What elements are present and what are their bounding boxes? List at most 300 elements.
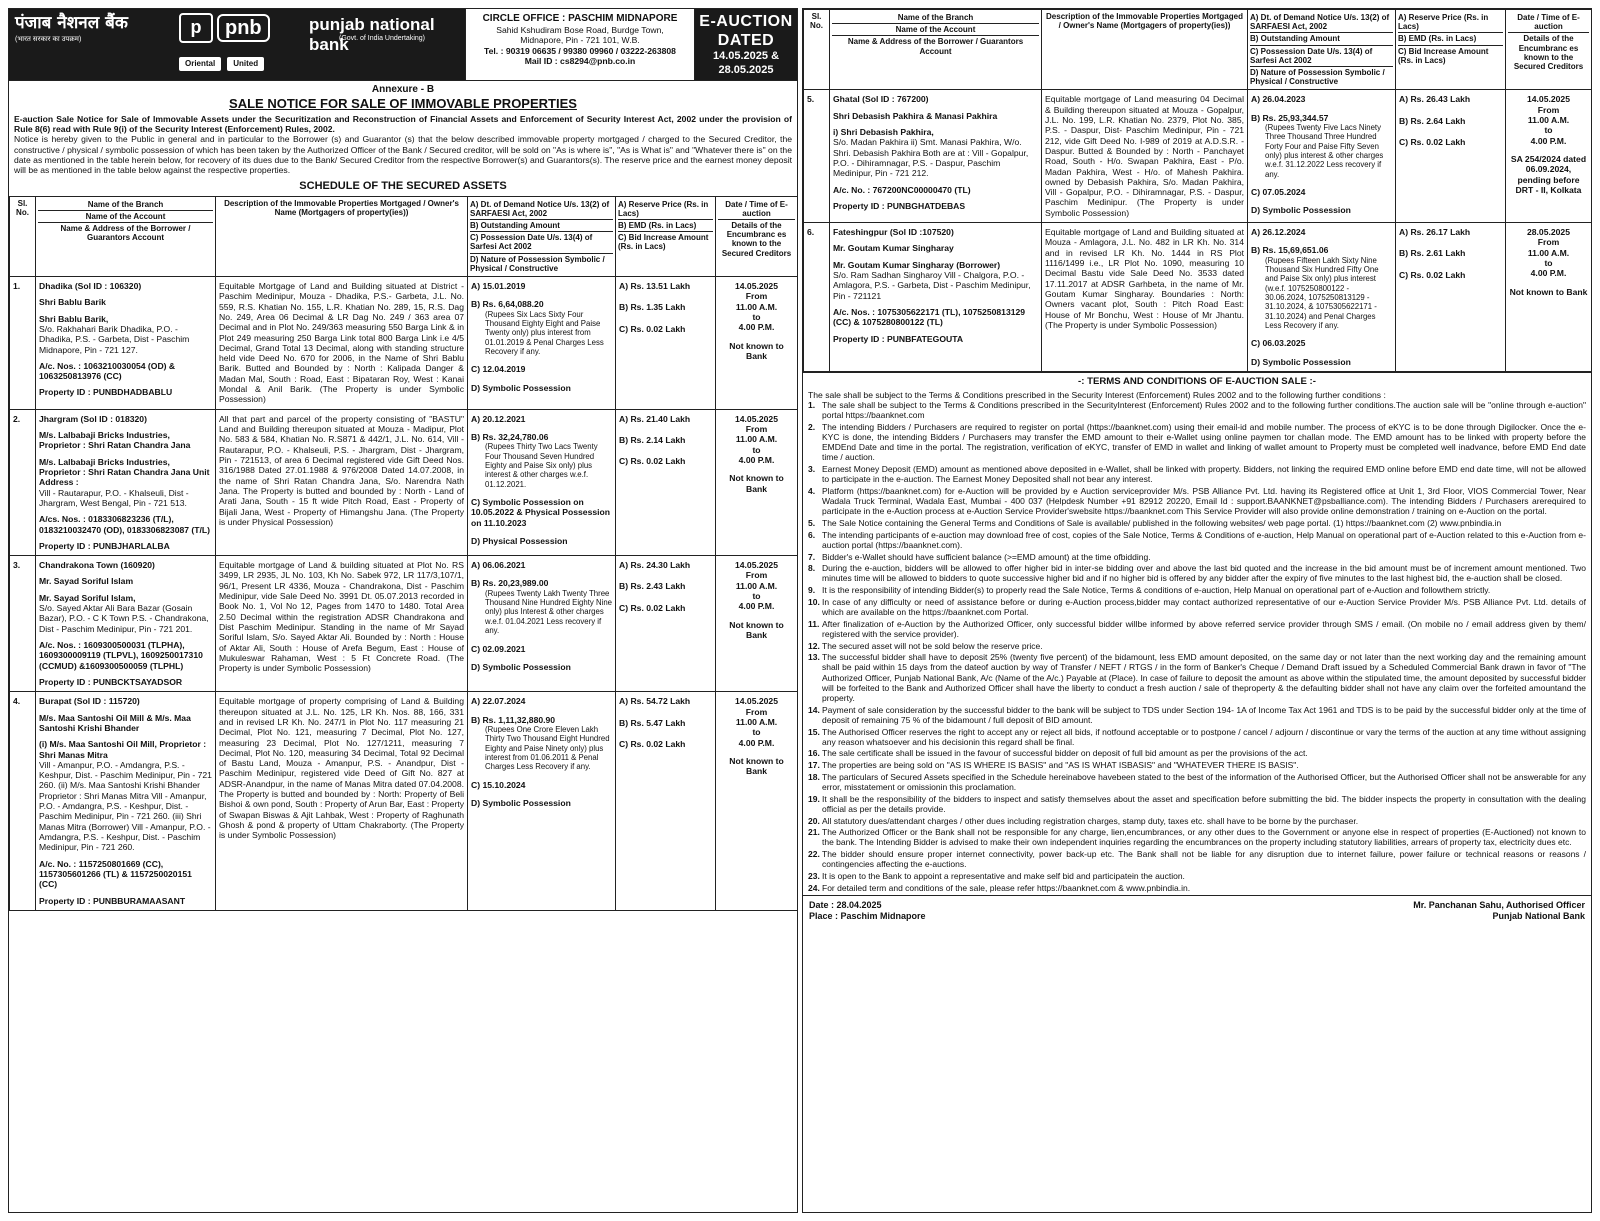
table-header-row bbox=[10, 196, 798, 276]
auction-t2: 4.00 P.M. bbox=[738, 454, 775, 465]
borrower-address: Vill - Rautarapur, P.O. - Khalseuli, Dist - Jhargram, West Bengal, Pin - 721 513. bbox=[39, 487, 189, 508]
term-item bbox=[808, 641, 1586, 651]
auction-date: 14.05.2025 bbox=[734, 280, 778, 291]
borrower-address: S/o. Sayed Aktar Ali Bara Bazar (Gosain Bazar), P.O. - C K Town P.S. - Chandrakona, Dist - Paschim Medinipur, Pin - 721 201. bbox=[39, 603, 209, 634]
encumbrance: SA 254/2024 dated 06.09.2024, pending before DRT - II, Kolkata bbox=[1510, 153, 1587, 195]
term-text: Platform (https://baanknet.com) for e-Auction will be provided by e Auction serviceprovider M/s. PSB Alliance Pvt. Ltd. having its Registered office at Unit 1, 3rd Floor, VIOS Commercial Tower, Near Wadala Truck Terminal, Wadala East, Mumbai - 400 037 (Helpdesk Number +91 82912 20220, Email Id : support.BAANKNET@psballiance.com). The intending Bidders / Purchasers arerequired to participate in the e-Auction process at e-Auction Service Provider'swebsite https://baanknet.com This Service Provider will also provide online demonstration / training on e-Auction on the portal. bbox=[822, 485, 1586, 517]
outstanding-amount: B) Rs. 15,69,651.06 bbox=[1251, 245, 1329, 256]
term-item bbox=[808, 652, 1586, 703]
auction-t2: 4.00 P.M. bbox=[1530, 135, 1567, 146]
possession-nature: D) Symbolic Possession bbox=[1251, 205, 1351, 216]
term-item bbox=[808, 849, 1586, 869]
outstanding-block bbox=[471, 578, 612, 635]
term-number: 24. bbox=[808, 882, 820, 893]
th-res-a: A) Reserve Price (Rs. in Lacs) bbox=[618, 199, 713, 220]
term-number: 10. bbox=[808, 596, 820, 607]
emd-amount: B) Rs. 2.61 Lakh bbox=[1399, 248, 1466, 259]
property-id: Property ID : PUNBDHADBABLU bbox=[39, 387, 173, 398]
asset-sl: 3. bbox=[10, 556, 36, 692]
possession-date: C) 07.05.2024 bbox=[1251, 187, 1306, 197]
term-number: 16. bbox=[808, 748, 820, 759]
emd-amount: B) Rs. 2.43 Lakh bbox=[619, 581, 686, 592]
borrower-name: Mr. Sayad Soriful Islam, bbox=[39, 592, 136, 603]
th-datetime bbox=[1506, 10, 1592, 90]
reserve-price: A) Rs. 21.40 Lakh bbox=[619, 413, 691, 424]
bank-english-name: punjab national bank bbox=[309, 15, 435, 55]
auction-from: From bbox=[1537, 237, 1560, 248]
th-dates bbox=[468, 196, 616, 276]
pnb-logo bbox=[179, 13, 270, 43]
th-dt-2: Details of the Encumbranc es known to the Secured Creditors bbox=[721, 221, 792, 258]
auction-to: to bbox=[1544, 125, 1553, 136]
asset-datetime-cell bbox=[1506, 90, 1592, 223]
th-dates-d: D) Nature of Possession Symbolic / Physical / Constructive bbox=[1250, 67, 1385, 87]
asset-branch-cell bbox=[830, 90, 1042, 223]
term-item bbox=[808, 486, 1586, 517]
possession-date: C) 12.04.2019 bbox=[471, 364, 526, 375]
intro-block bbox=[9, 112, 797, 178]
th-dt-1: Date / Time of E-auction bbox=[718, 199, 795, 220]
asset-branch-cell bbox=[830, 223, 1042, 372]
footer-bank-name: Punjab National Bank bbox=[1492, 910, 1585, 921]
auction-t1: 11.00 A.M. bbox=[1527, 247, 1570, 258]
account-numbers: A/c. Nos. : 1075305622171 (TL), 1075250813129 (CC) & 1075280800122 (TL) bbox=[833, 306, 1026, 328]
auction-date: 28.05.2025 bbox=[1526, 227, 1570, 238]
office-phone: Tel. : 90319 06635 / 99380 09960 / 03222-263808 bbox=[484, 45, 676, 56]
term-number: 3. bbox=[808, 464, 816, 474]
demand-notice-date: A) 26.12.2024 bbox=[1251, 227, 1306, 238]
property-id: Property ID : PUNBBURAMAASANT bbox=[39, 895, 186, 906]
circle-office-block bbox=[465, 9, 695, 80]
branch-name: Ghatal (Sol ID : 767200) bbox=[833, 94, 929, 105]
asset-branch-cell bbox=[36, 692, 216, 911]
asset-dates-cell bbox=[468, 556, 616, 692]
auction-from: From bbox=[745, 570, 768, 581]
asset-dates-cell bbox=[468, 692, 616, 911]
term-item bbox=[808, 816, 1586, 826]
auction-title: E-AUCTION bbox=[699, 13, 793, 30]
account-name: M/s. Maa Santoshi Oil Mill & M/s. Maa Santoshi Krishi Bhander bbox=[39, 712, 191, 733]
auction-t2: 4.00 P.M. bbox=[738, 322, 775, 333]
terms-list bbox=[803, 400, 1591, 893]
th-dates-c: C) Possession Date U/s. 13(4) of Sarfesi Act 2002 bbox=[1250, 46, 1393, 67]
auction-from: From bbox=[745, 706, 768, 717]
asset-datetime-cell bbox=[716, 276, 798, 409]
reserve-price: A) Rs. 26.43 Lakh bbox=[1399, 94, 1471, 105]
account-numbers: A/cs. Nos. : 0183306823236 (T/L), 0183210032470 (OD), 0183306823087 (T/L) bbox=[39, 514, 211, 535]
auction-t1: 11.00 A.M. bbox=[1527, 114, 1570, 125]
th-dates-d: D) Nature of Possession Symbolic / Physical / Constructive bbox=[470, 254, 605, 273]
borrower-address: S/o. Rakhahari Barik Dhadika, P.O. - Dhadika, P.S. - Garbeta, Dist - Paschim Midnapore, Pin - 721 127. bbox=[39, 323, 190, 355]
office-line1: Sahid Kshudiram Bose Road, Burdge Town, bbox=[496, 25, 664, 35]
possession-nature: D) Symbolic Possession bbox=[471, 797, 571, 808]
term-item bbox=[808, 748, 1586, 758]
encumbrance: Not known to Bank bbox=[729, 755, 784, 777]
term-number: 23. bbox=[808, 870, 820, 881]
term-text: After finalization of e-Auction by the Authorized Officer, only successful bidder willbe informed by above referred service provider through SMS / email. (On mobile no / email address given by them/ registered with the service provider). bbox=[822, 618, 1586, 639]
term-number: 11. bbox=[808, 618, 820, 629]
asset-datetime-cell bbox=[716, 692, 798, 911]
bid-increase: C) Rs. 0.02 Lakh bbox=[619, 456, 686, 467]
property-id: Property ID : PUNBFATEGOUTA bbox=[833, 333, 964, 344]
branch-name: Dhadika (Sol ID : 106320) bbox=[39, 280, 142, 291]
account-numbers: A/c. Nos. : 1063210030054 (OD) & 1063250813976 (CC) bbox=[39, 360, 176, 382]
term-number: 5. bbox=[808, 517, 816, 528]
auction-date: 14.05.2025 bbox=[734, 413, 778, 424]
asset-description: Equitable mortgage of Land and Building situated at Mouza - Amlagora, J.L. No. 482 in LR Kh. No. 314 and in revised LR Kh. No. 1444 in RS Plot 1116/1499 i.e., LR Plot No. 1090, measuring 10 Decimal Bastu vide Sale Deed No. 3533 dated 17.11.2017 at ADSR Garhbeta, in the name of Mr. Goutam Kumar Singharay. Boundaries : North: Owners vacant plot, South : Pitch Road East: House of Mr Bonchu, West : House of Mr Jhantu. (The Property is under Symbolic Possession) bbox=[1042, 223, 1248, 372]
th-branch-2: Name of the Account bbox=[832, 24, 1039, 36]
term-number: 22. bbox=[808, 849, 820, 860]
possession-date: C) 02.09.2021 bbox=[471, 643, 526, 654]
asset-sl: 6. bbox=[804, 223, 830, 372]
asset-description: Equitable mortgage of property comprising of Land & Building thereupon situated at J.L. No. 125, LR Kh. Nos. 88, 166, 331 and in revised LR Kh. No. 247/1 in Plot No. 117 measuring 21 Decimal, Plot No. 121, measuring 7 Decimal, Plot No. 127, measuring 23 Decimal, Plot No. 127/1211, measuring 7 Decimal, Plot No. 120, measuring 34 Decimal, Total 92 Decimal of Bastu Land, Mouza - Amanpur, P.S. - Anandpur, Dist - Paschim Medinipur, registered vide Deed of Gift No. 827 at ADSR-Anandpur, in the name of Manas Mitra dated 07.04.2008. The Property is butted and bounded by : North: Property of Beli Bishoi & own pond, South : Property of Arun Bar, East : Property of Swapan Biswas & Ajit Lahbak, West : Property of Raghunath Ghosh & pond & property of Uttam Chakraborty. (The Property is under Symbolic Possession) bbox=[216, 692, 468, 911]
term-number: 18. bbox=[808, 771, 820, 782]
table-header-row bbox=[804, 10, 1592, 90]
term-text: The secured asset will not be sold below the reserve price. bbox=[822, 640, 1043, 651]
branch-name: Jhargram (Sol ID : 018320) bbox=[39, 413, 147, 424]
borrower-name: i) Shri Debasish Pakhira, bbox=[833, 126, 934, 137]
auction-to: to bbox=[752, 444, 761, 455]
bank-english-sub: (Govt. of India Undertaking) bbox=[339, 35, 425, 42]
encumbrance: Not known to Bank bbox=[1509, 286, 1588, 297]
term-item bbox=[808, 552, 1586, 562]
asset-description: All that part and parcel of the property consisting of "BASTU" Land and Building thereupon situated at Mouza - Madipur, Plot No. 583 & 584, Khatian No. R.S871 & 442/1, J.L. No. 614, Vill - Rautarapur, P.O. - Khalseuli, P.S. - Jhargram, Dist - Jhargram, Pin - 721513, of area 6 Decimal registered vide Gift Deed Nos. 316/1988 Dated 27.01.1988 & 976/2008 Dated 14.07.2008, in the name of Shri Ratan Chandra Jana, S/o. Narendra Nath Jana. The Property is butted and bounded by : North - Land of Arati Jana, South - 15 ft wide Pitch Road, East - Property of Bijali Jana, West - Property of Himangshu Jana. (The Property is under Physical Possession) bbox=[216, 409, 468, 555]
th-sl: Sl. No. bbox=[804, 10, 830, 90]
bank-hindi-name: पंजाब नैशनल बैंक bbox=[15, 13, 128, 33]
demand-notice-date: A) 15.01.2019 bbox=[471, 280, 526, 291]
auction-dated: DATED bbox=[717, 32, 775, 50]
left-column bbox=[8, 8, 798, 1213]
term-text: Earnest Money Deposit (EMD) amount as mentioned above deposited in e-Wallet, shall be linked with property. Bidders, not linking the required EMD online before EMD end date time, will not be allowed to participate in the e-auction. The Earnest Money Deposited shall not bear any interest. bbox=[822, 464, 1586, 485]
term-text: The properties are being sold on "AS IS WHERE IS BASIS" and "AS IS WHAT ISBASIS" and "WHATEVER THERE IS BASIS". bbox=[822, 760, 1299, 771]
term-item bbox=[808, 619, 1586, 639]
auction-date: 14.05.2025 bbox=[734, 560, 778, 571]
outstanding-words: (Rupees One Crore Eleven Lakh Thirty Two Thousand Eight Hundred Eighty and Paise Ninety only) plus interest from 01.06.2011 & Penal Charges Less Recovery if any. bbox=[485, 724, 610, 772]
term-text: It is open to the Bank to appoint a representative and make self bid and participatein the auction. bbox=[822, 870, 1185, 881]
th-branch-1: Name of the Branch bbox=[38, 199, 213, 211]
outstanding-amount: B) Rs. 32,24,780.06 bbox=[471, 432, 549, 443]
account-numbers: A/c. No. : 767200NC00000470 (TL) bbox=[833, 184, 971, 195]
terms-intro: The sale shall be subject to the Terms & Conditions prescribed in the Security Interest (Enforcement) Rules 2002 and to the following further conditions : bbox=[808, 389, 1386, 400]
possession-nature: D) Physical Possession bbox=[471, 536, 568, 546]
term-number: 17. bbox=[808, 760, 820, 771]
auction-t2: 4.00 P.M. bbox=[738, 601, 775, 612]
reserve-price: A) Rs. 13.51 Lakh bbox=[619, 280, 691, 291]
borrower-address: S/o. Ram Sadhan Singharoy Vill - Chalgora, P.O. - Amlagora, P.S. - Garbeta, Dist - Paschim Medinipur, Pin - 721121 bbox=[833, 270, 1031, 301]
th-reserve bbox=[1396, 10, 1506, 90]
notice-date: Date : 28.04.2025 bbox=[809, 899, 882, 910]
asset-row bbox=[10, 409, 798, 555]
outstanding-words: (Rupees Twenty Lakh Twenty Three Thousand Nine Hundred Eighty Nine only) plus Interest & other charges w.e.f. 01.04.2021 Less recovery if any. bbox=[485, 588, 612, 636]
asset-row bbox=[10, 556, 798, 692]
account-numbers: A/c. No. : 1157250801669 (CC), 1157305601266 (TL) & 1157250020151 (CC) bbox=[39, 858, 192, 890]
asset-description: Equitable mortgage of Land measuring 04 Decimal & Building thereupon situated at Mouza - Gopalpur, J.L. No. 199, L.R. Khatian No. 2379, Plot No. 385, P.S. - Daspur, Dist- Paschim Medinipur, Pin - 721 212, vide Gift Deed No. I-989 of 2019 at A.D.S.R. - Daspur. Butted & Bounded by : North - Panchayet Road, South - H/o. Swapan Pakhira, East - P/o. Madan Pakhira, West - H/o. of Mahesh Pakhira. owned by Debasish Pakhira, S/o. Madan Pakhira, Vill - Gopalpur, P.O. - Dihiramnagar, P.S. - Daspur, Paschim Medinipur. (The Property is under Symbolic Possession) bbox=[1042, 90, 1248, 223]
demand-notice-date: A) 06.06.2021 bbox=[471, 560, 526, 571]
account-name: Mr. Goutam Kumar Singharay bbox=[833, 243, 954, 254]
possession-nature: D) Symbolic Possession bbox=[471, 382, 571, 393]
th-desc: Description of the Immovable Properties Mortgaged / Owner's Name (Mortgagers of property(ies)) bbox=[216, 196, 468, 276]
notice-place: Place : Paschim Midnapore bbox=[809, 910, 926, 921]
asset-sl: 4. bbox=[10, 692, 36, 911]
term-number: 7. bbox=[808, 551, 816, 562]
emd-amount: B) Rs. 1.35 Lakh bbox=[619, 302, 686, 313]
asset-reserve-cell bbox=[616, 692, 716, 911]
asset-sl: 5. bbox=[804, 90, 830, 223]
outstanding-amount: B) Rs. 6,64,088.20 bbox=[471, 299, 544, 310]
term-text: The successful bidder shall have to deposit 25% (twenty five percent) of the bidamount, less EMD amount deposited, on the same day or not later than the next working day and the remaining amount shall be paid within 15 days from the dateof auction by way of Transfer / NEFT / RTGS / in the form of Banker's Cheque / Demand Draft issued by a Scheduled Commercial Bank drawn in favor of "The Authorized Officer, Punjab National Bank, A/c (Name of the A/c.) Payable at (Place). In case of failure to deposit the amount as above within the stipulated time, the amount deposited by successful bidder will be forfeited to the Bank and Authorized Officer shall have the liberty to conduct a fresh auction / sale of theproperty & the defaulting bidder shall not have any claim over the forfeited amountand the property. bbox=[822, 652, 1586, 703]
term-text: Payment of sale consideration by the successful bidder to the bank will be subject to TDS under Section 194- 1A of Income Tax Act 1961 and TDS is to be paid by the successful bidder only at the time of deposit of remaining 75 % of the bidamount / full deposit of BID amount. bbox=[822, 704, 1586, 725]
borrower-name: Mr. Goutam Kumar Singharay (Borrower) bbox=[833, 259, 1001, 270]
th-dt-2: Details of the Encumbranc es known to the Secured Creditors bbox=[1513, 34, 1584, 71]
th-dates-a: A) Dt. of Demand Notice U/s. 13(2) of SARFAESI Act, 2002 bbox=[1250, 12, 1393, 33]
borrower-name: Shri Bablu Barik, bbox=[39, 313, 109, 324]
term-text: The Sale Notice containing the General Terms and Conditions of Sale is available/ published in the following websites/ web page portal. (1) https://baanknet.com (2) www.pnbindia.in bbox=[822, 517, 1502, 528]
branch-name: Burapat (Sol ID : 115720) bbox=[39, 696, 140, 707]
term-text: It is the responsibility of intending Bidder(s) to properly read the Sale Notice, Terms & conditions of e-auction, Help Manual on operational part of e-Auction and followthem strictly. bbox=[822, 585, 1491, 596]
th-branch-3: Name & Address of the Borrower / Guarantors Account bbox=[847, 37, 1024, 56]
term-text: The intending participants of e-auction may download free of cost, copies of the Sale Notice, Terms & Conditions of e-auction, Help Manual on operational part of e-Auction related to this e-Auction from e-auction portal (https://baanknet.com). bbox=[822, 529, 1586, 550]
borrower-name: M/s. Lalbabaji Bricks Industries, Proprietor : Shri Ratan Chandra Jana Unit Address : bbox=[39, 456, 210, 488]
term-number: 21. bbox=[808, 827, 820, 838]
term-number: 20. bbox=[808, 815, 820, 826]
term-item bbox=[808, 400, 1586, 420]
outstanding-block bbox=[471, 299, 612, 356]
term-text: The intending Bidders / Purchasers are required to register on portal (https://baanknet.com) using their email-id and mobile number. The process of eKYC is to be done through Digilocker. Once the e-KYC is done, the intending Bidders / Purchasers may transfer the EMD amount to their e-Wallet using online paymen tor challan mode. The EMD amount has to be linked with property before the EMDEnd Date and time in the portal. The registration, verification of eKYC, transfer of EMD in wallet and linking of wallet amount to Property must be completed well inadvance, before EMD End date time / auction. bbox=[822, 421, 1586, 463]
account-name: Shri Debasish Pakhira & Manasi Pakhira bbox=[833, 110, 998, 121]
demand-notice-date: A) 26.04.2023 bbox=[1251, 94, 1306, 105]
bid-increase: C) Rs. 0.02 Lakh bbox=[619, 323, 686, 334]
emd-amount: B) Rs. 2.64 Lakh bbox=[1399, 115, 1466, 126]
term-item bbox=[808, 563, 1586, 583]
outstanding-block bbox=[471, 432, 612, 489]
term-number: 13. bbox=[808, 652, 820, 663]
asset-dates-cell bbox=[1248, 223, 1396, 372]
auction-date-block bbox=[695, 9, 797, 80]
sale-title: SALE NOTICE FOR SALE OF IMMOVABLE PROPERTIES bbox=[229, 96, 577, 111]
auction-from: From bbox=[1537, 104, 1560, 115]
asset-reserve-cell bbox=[1396, 90, 1506, 223]
asset-branch-cell bbox=[36, 409, 216, 555]
th-datetime bbox=[716, 196, 798, 276]
asset-description: Equitable Mortgage of Land and Building situated at District - Paschim Medinipur, Mouza - Dhadika, P.S.- Garbeta, J.L. No. 559, R.S. Khatian No. 155, L.R. Khatian No. 289, 15, R.S. Dag No. 249, Area 06 Decimal & LR Dag No. 249 / 363 area 07 Decimal and in Plot No. 249/363 measuring 550 Barga Link & in Plot 249 measuring 250 Barga Link total 800 Barga Link i.e 4/5 Decimal, Grand Total 13 Decimal, along with standing structure held vide Deed No. 670 for 2006, in the Name of Shri Bablu Barik. Butted and Bounded by : North : Kalipada Danger & Madan Mal, South : Road, East : Bipataran Roy, West : Kanai Mondal & Anil Barik. (The Property is under Symbolic Possession) bbox=[216, 276, 468, 409]
bank-hindi-sub: (भारत सरकार का उपक्रम) bbox=[15, 36, 82, 44]
term-text: The Authorized Officer or the Bank shall not be responsible for any charge, lien,encumbrances, or any other dues to the Government or anyone else in respect of properties (E-Auctioned) not known to the bank. The Intending Bidder is advised to make their own independent inquiries regarding the encumbrances on the property including statutory liabilities, arrears of property tax, electricity dues etc. bbox=[822, 827, 1586, 848]
term-number: 12. bbox=[808, 640, 820, 651]
asset-datetime-cell bbox=[1506, 223, 1592, 372]
outstanding-words: (Rupees Six Lacs Sixty Four Thousand Eighty Eight and Paise Twenty only) plus interest from 01.01.2019 & Penal Charges Less Recovery if any. bbox=[485, 309, 604, 356]
auction-t1: 11.00 A.M. bbox=[735, 580, 778, 591]
outstanding-amount: B) Rs. 1,11,32,880.90 bbox=[471, 714, 556, 725]
term-item bbox=[808, 772, 1586, 792]
auction-t2: 4.00 P.M. bbox=[738, 737, 775, 748]
term-item bbox=[808, 530, 1586, 550]
auction-to: to bbox=[752, 311, 761, 322]
merged-bank-united: United bbox=[227, 57, 264, 71]
th-dates-b: B) Outstanding Amount bbox=[1250, 33, 1393, 45]
th-res-c: C) Bid Increase Amount (Rs. in Lacs) bbox=[618, 233, 709, 252]
bank-logo-block bbox=[9, 9, 465, 80]
asset-branch-cell bbox=[36, 556, 216, 692]
term-text: All statutory dues/attendant charges / other dues including registration charges, stamp duty, taxes etc. shall have to be borne by the purchaser. bbox=[822, 815, 1359, 826]
assets-table-right bbox=[803, 9, 1592, 372]
term-text: The sale shall be subject to the Terms & Conditions prescribed in the SecurityInterest (Enforcement) Rules 2002 and to the following further conditions.The auction sale will be "online through e-auction" portal https://baanknet.com bbox=[822, 399, 1586, 421]
term-text: The particulars of Secured Assets specified in the Schedule hereinabove havebeen stated to the best of the information of the Authorised Officer, but the Authorised Officer shall not be answerable for any error, misstatement or omissionin this proclamation. bbox=[822, 771, 1586, 792]
borrower-name: (i) M/s. Maa Santoshi Oil Mill, Proprietor : Shri Manas Mitra bbox=[39, 739, 207, 760]
borrower-address: Vill - Amanpur, P.O. - Amdangra, P.S. - Keshpur, Dist. - Paschim Medinipur, Pin - 721 260. (ii) M/s. Maa Santoshi Krishi Bhander Proprietor : Shri Manas Mitra Vill - Amanpur, P.O. - Amdangra, P.S. - Keshpur, Dist. - Paschim Medinipur, Pin - 721 260. (iii) Shri Manas Mitra (Borrower) Vill - Amanpur, P.O. - Amdangra, P.S. - Keshpur, Dist. - Paschim Medinipur, Pin - 721 260. bbox=[39, 759, 212, 853]
asset-row bbox=[804, 223, 1592, 372]
term-number: 6. bbox=[808, 529, 816, 540]
term-number: 9. bbox=[808, 585, 816, 596]
term-item bbox=[808, 794, 1586, 814]
auction-to: to bbox=[752, 591, 761, 602]
asset-reserve-cell bbox=[616, 556, 716, 692]
term-number: 1. bbox=[808, 399, 816, 410]
th-branch bbox=[36, 196, 216, 276]
possession-date: C) 06.03.2025 bbox=[1251, 338, 1306, 349]
outstanding-words: (Rupees Thirty Two Lacs Twenty Four Thousand Seven Hundred Eighty and Paise Six only) plus interest & other charges w.e.f. 01.12.2021. bbox=[485, 442, 598, 489]
term-number: 8. bbox=[808, 563, 816, 574]
asset-reserve-cell bbox=[616, 276, 716, 409]
term-text: It shall be the responsibility of the bidders to inspect and satisfy themselves about the asset and specification before submitting the bid. The bidder inspects the property in consultation with the dealing official as per the details provide. bbox=[822, 793, 1586, 814]
possession-date: C) Symbolic Possession on 10.05.2022 & Physical Possession on 11.10.2023 bbox=[471, 497, 611, 528]
demand-notice-date: A) 20.12.2021 bbox=[471, 413, 526, 424]
encumbrance: Not known to Bank bbox=[729, 473, 784, 494]
th-reserve bbox=[616, 196, 716, 276]
term-item bbox=[808, 464, 1586, 484]
possession-date: C) 15.10.2024 bbox=[471, 779, 526, 790]
th-branch-2: Name of the Account bbox=[38, 211, 213, 223]
term-number: 19. bbox=[808, 793, 820, 804]
outstanding-block bbox=[1251, 113, 1392, 179]
auction-from: From bbox=[745, 291, 768, 302]
term-item bbox=[808, 422, 1586, 463]
term-text: The Authorised Officer reserves the right to accept any or reject all bids, if notfound acceptable or to postpone / cancel / adjourn / discontinue or vary the terms of the auction at any time without assigning any reason whatsoever and his decisionin this regard shall be final. bbox=[822, 726, 1586, 747]
auction-to: to bbox=[752, 727, 761, 738]
property-id: Property ID : PUNBCKTSAYADSOR bbox=[39, 676, 183, 687]
th-res-b: B) EMD (Rs. in Lacs) bbox=[618, 220, 713, 232]
bid-increase: C) Rs. 0.02 Lakh bbox=[619, 738, 686, 749]
possession-nature: D) Symbolic Possession bbox=[471, 661, 571, 672]
th-branch bbox=[830, 10, 1042, 90]
reserve-price: A) Rs. 26.17 Lakh bbox=[1399, 227, 1471, 238]
auction-from: From bbox=[745, 424, 768, 435]
term-number: 2. bbox=[808, 421, 816, 432]
asset-sl: 1. bbox=[10, 276, 36, 409]
branch-name: Fateshingpur (Sol ID :107520) bbox=[833, 227, 954, 238]
pnb-logo-text: pnb bbox=[217, 14, 270, 42]
asset-dates-cell bbox=[468, 409, 616, 555]
bid-increase: C) Rs. 0.02 Lakh bbox=[1399, 269, 1466, 280]
th-res-a: A) Reserve Price (Rs. in Lacs) bbox=[1398, 12, 1503, 33]
term-text: During the e-auction, bidders will be allowed to offer higher bid in inter-se bidding over and above the last bid quoted and the increase in the bid amount must be of increment amount mentioned. Two minutes time will be allowed to bidders to quote successive higher bid and if no higher bid is offered by any bidder after the expiry of five minutes to the last highest bid, the e-auction shall be closed. bbox=[822, 563, 1586, 584]
term-text: The bidder should ensure proper internet connectivity, power back-up etc. The Bank shall not be liable for any disruption due to internet failure, power failure or technical reasons or reasons / contingencies affecting the e-auctions. bbox=[822, 849, 1586, 870]
demand-notice-date: A) 22.07.2024 bbox=[471, 696, 526, 707]
term-number: 14. bbox=[808, 704, 820, 715]
asset-row bbox=[10, 692, 798, 911]
asset-branch-cell bbox=[36, 276, 216, 409]
auction-date: 14.05.2025 bbox=[734, 696, 778, 707]
th-res-c: C) Bid Increase Amount (Rs. in Lacs) bbox=[1398, 46, 1489, 65]
term-text: For detailed term and conditions of the sale, please refer https://baanknet.com & www.pnbindia.in. bbox=[822, 882, 1191, 893]
emd-amount: B) Rs. 5.47 Lakh bbox=[619, 717, 686, 728]
auction-to: to bbox=[1544, 258, 1553, 268]
asset-dates-cell bbox=[1248, 90, 1396, 223]
outstanding-words: (Rupees Twenty Five Lacs Ninety Three Thousand Three Hundred Forty Four and Paise Fifty Seven only) plus interest & other charges w.e.f. 31.12.2022 Less recovery if any. bbox=[1265, 122, 1384, 179]
encumbrance: Not known to Bank bbox=[729, 340, 784, 361]
outstanding-block bbox=[471, 715, 612, 772]
auction-date-2: 28.05.2025 bbox=[718, 63, 774, 76]
th-res-b: B) EMD (Rs. in Lacs) bbox=[1398, 33, 1503, 45]
auction-t2: 4.00 P.M. bbox=[1530, 268, 1567, 279]
account-name: Mr. Sayad Soriful Islam bbox=[39, 576, 134, 587]
right-column bbox=[802, 8, 1592, 1213]
th-dates bbox=[1248, 10, 1396, 90]
term-item bbox=[808, 727, 1586, 747]
term-item bbox=[808, 585, 1586, 595]
notice-header bbox=[9, 9, 797, 81]
term-text: In case of any difficulty or need of assistance before or during e-Auction process,bidder may contact authorized representative of our e-Auction Service Provider M/s. PSB Alliance Pvt. Ltd. details of which are available on the https://baanknet.com Portal. bbox=[822, 596, 1586, 617]
terms-title: -: TERMS AND CONDITIONS OF E-AUCTION SALE :- bbox=[803, 372, 1591, 390]
asset-dates-cell bbox=[468, 276, 616, 409]
th-desc: Description of the Immovable Properties Mortgaged / Owner's Name (Mortgagers of property(ies)) bbox=[1042, 10, 1248, 90]
asset-reserve-cell bbox=[616, 409, 716, 555]
term-item bbox=[808, 827, 1586, 847]
annexure-label: Annexure - B bbox=[371, 84, 435, 95]
auction-date: 14.05.2025 bbox=[1526, 94, 1570, 105]
auction-t1: 11.00 A.M. bbox=[735, 434, 778, 445]
office-mail: Mail ID : cs8294@pnb.co.in bbox=[524, 55, 636, 66]
account-name: M/s. Lalbabaji Bricks Industries, Proprietor : Shri Ratan Chandra Jana bbox=[39, 430, 191, 451]
reserve-price: A) Rs. 54.72 Lakh bbox=[619, 696, 691, 707]
asset-sl: 2. bbox=[10, 409, 36, 555]
account-numbers: A/c. Nos. : 1609300500031 (TLPHA), 1609300009119 (TLPVL), 1609250017310 (CCMUD) &1609300500059 (TLPHL) bbox=[39, 640, 203, 671]
term-item bbox=[808, 597, 1586, 617]
outstanding-words: (Rupees Fifteen Lakh Sixty Nine Thousand Six Hundred Fifty One and Paise Six only) plus interest (w.e.f. 1075250800122 - 30.06.2024, 1075250813129 - 31.10.2024, & 1075305622171 - 31.10.2024) and Penal Charges Less Recovery if any. bbox=[1265, 255, 1379, 331]
branch-name: Chandrakona Town (160920) bbox=[39, 560, 155, 571]
asset-reserve-cell bbox=[1396, 223, 1506, 372]
term-item bbox=[808, 518, 1586, 528]
term-number: 4. bbox=[808, 485, 816, 496]
term-text: The sale certificate shall be issued in the favour of successful bidder on deposit of full bid amount as per the provisions of the act. bbox=[822, 748, 1308, 759]
pnb-logo-icon: p bbox=[179, 13, 213, 43]
asset-row bbox=[10, 276, 798, 409]
th-dates-b: B) Outstanding Amount bbox=[470, 220, 613, 232]
outstanding-block bbox=[1251, 245, 1392, 330]
circle-office-title: CIRCLE OFFICE : PASCHIM MIDNAPORE bbox=[482, 13, 678, 24]
borrower-address: S/o. Madan Pakhira ii) Smt. Manasi Pakhira, W/o. Shri. Debasish Pakhira Both are at : Vill - Gopalpur, P.O. - Dihiramnagar, P.S. - Daspur, Paschim Medinipur, Pin - 721 212. bbox=[833, 137, 1029, 179]
th-dt-1: Date / Time of E-auction bbox=[1508, 12, 1589, 33]
possession-nature: D) Symbolic Possession bbox=[1251, 356, 1351, 367]
auction-t1: 11.00 A.M. bbox=[735, 301, 778, 312]
bid-increase: C) Rs. 0.02 Lakh bbox=[1399, 136, 1466, 147]
office-line2: Midnapore, Pin - 721 101, W.B. bbox=[520, 35, 640, 46]
th-dates-a: A) Dt. of Demand Notice U/s. 13(2) of SARFAESI Act, 2002 bbox=[470, 199, 613, 220]
signature-block bbox=[803, 895, 1591, 926]
intro-text: Notice is hereby given to the Public in general and in particular to the Borrower (s) and Guarantor (s) that the below described immovable property mortgaged / charged to the Secured Creditor, the constructive / physical / symbolic possession of which has been taken by the Authorized Officer of the Bank / Secured creditor, will be sold on "As is where is", "As is What is" and "Whatever there is" on the date as mentioned in the table herein below, for recovery of its dues due to the Bank/ Secured Creditor from the respective Borrower(s) and Guarantors(s). The reserve price and the earnest money deposit will be as mentioned in the table below against the respective properties. bbox=[14, 134, 792, 176]
term-number: 15. bbox=[808, 726, 820, 737]
th-branch-3: Name & Address of the Borrower / Guarantors Account bbox=[60, 224, 191, 243]
merged-banks bbox=[179, 57, 264, 71]
term-item bbox=[808, 705, 1586, 725]
property-id: Property ID : PUNBGHATDEBAS bbox=[833, 200, 966, 211]
th-branch-1: Name of the Branch bbox=[832, 12, 1039, 24]
authorised-officer: Mr. Panchanan Sahu, Authorised Officer bbox=[1413, 899, 1585, 910]
reserve-price: A) Rs. 24.30 Lakh bbox=[619, 560, 691, 571]
term-item bbox=[808, 871, 1586, 881]
bid-increase: C) Rs. 0.02 Lakh bbox=[619, 602, 686, 613]
asset-description: Equitable mortgage of Land & building situated at Plot No. RS 3499, LR 2935, JL No. 103, Kh No. Sabek 972, LR 117/3,107/1, 96/1, Present LR 4336, Mouza - Chandrakona, Dist - Paschim Medinipur, vide Sale Deed No. 3991 Dt. 05.07.2013 recorded in Book No. 1, Vol No 12, Pages from 1470 to 1480. Total Area 2.50 Decimal within the registration ADSR Chandrakona and Dist Paschim Medinipur. Standing in the name of Mr Sayad Soriful Islam, S/o. Sayed Aktar Ali. Bounded by : North : House of Aktar Ali, South : House of Arefa Begum, East : House of Mukuleswar Rahaman, West : 5 Ft Concrete Road. (The Property is under Symbolic Possession) bbox=[216, 556, 468, 692]
assets-table-left bbox=[9, 196, 798, 911]
